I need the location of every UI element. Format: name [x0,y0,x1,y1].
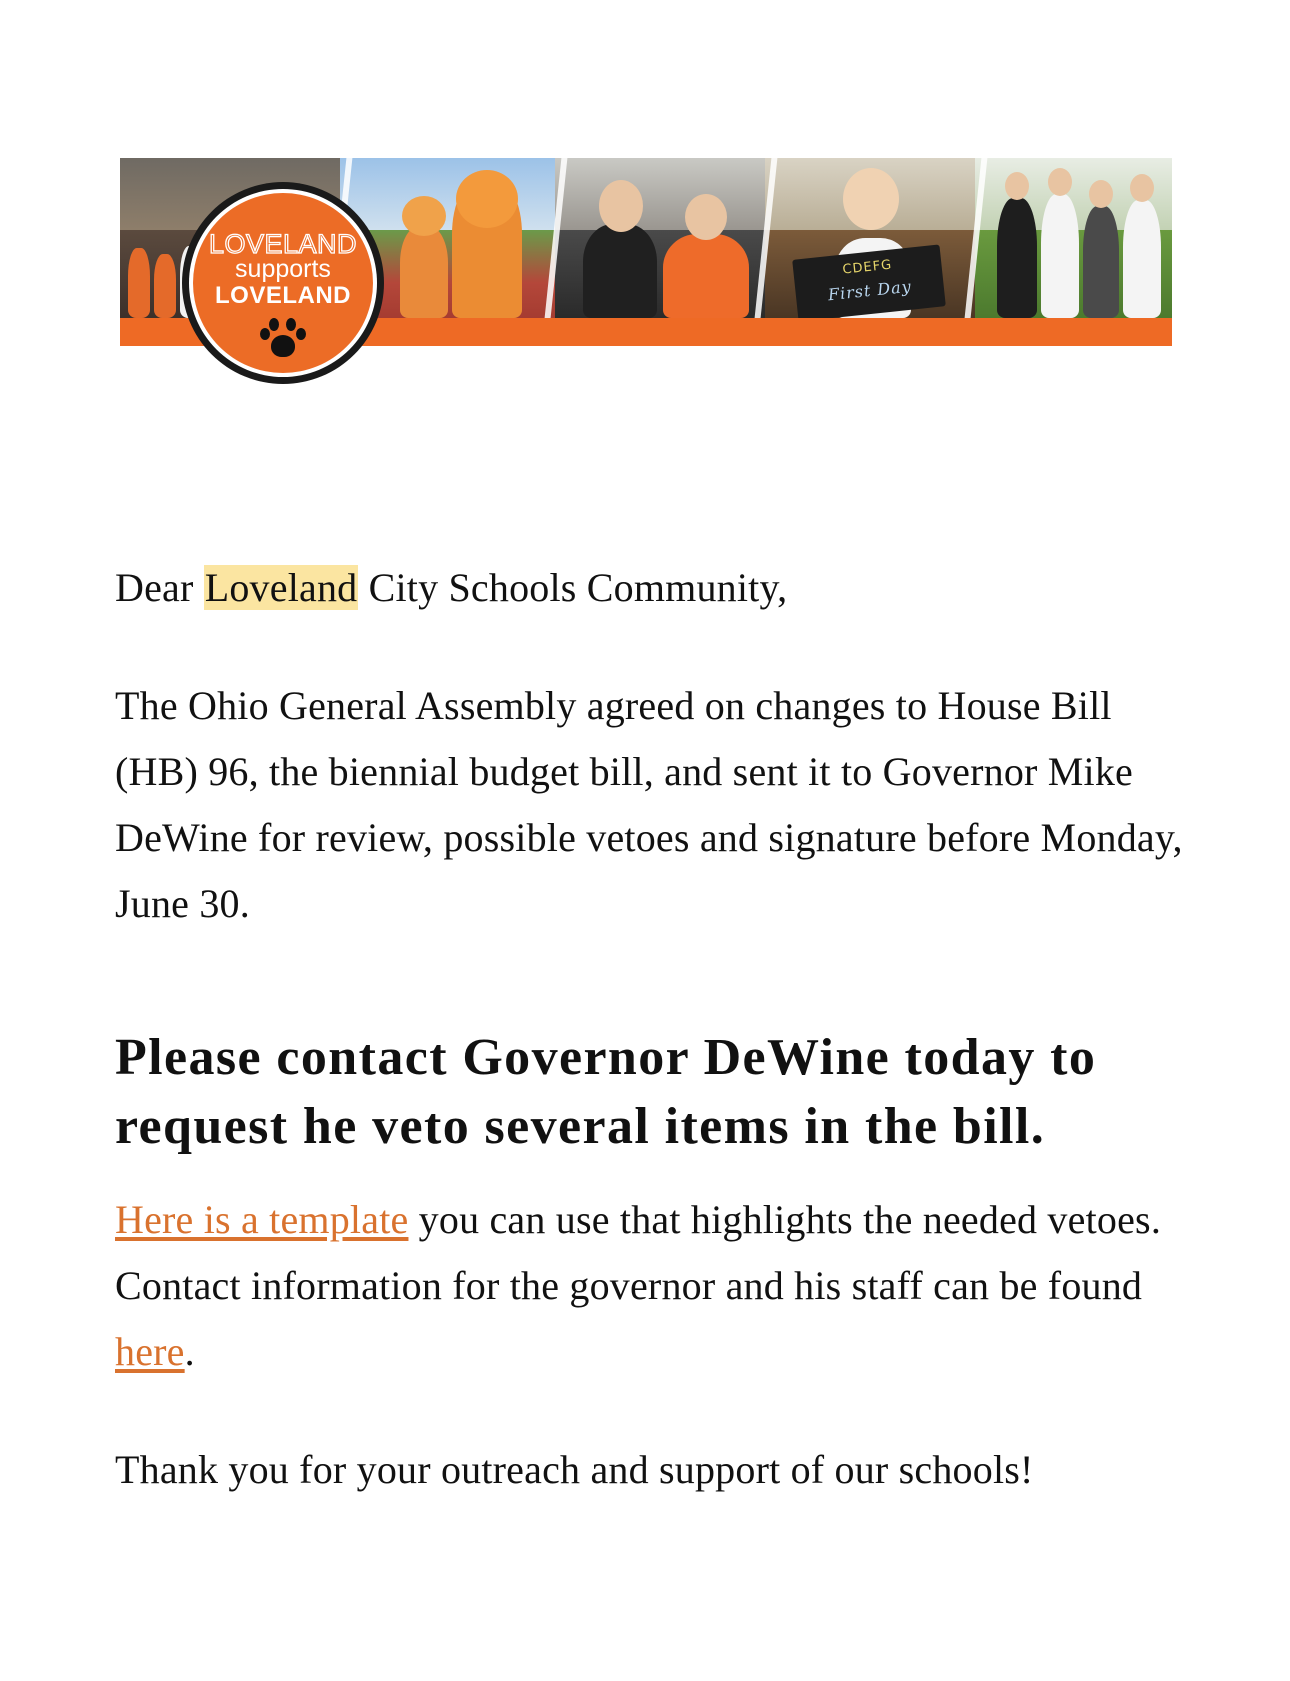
banner-photo-first-day [765,158,975,318]
banner-photo-teacher-student [555,158,765,318]
highlighted-word: Loveland [204,565,358,610]
banner-photo-family [975,158,1172,318]
logo-text-line1: LOVELAND [208,229,358,259]
logo-text-line2: supports [235,255,331,283]
action-text: you can use that highlights the needed vetoes. Contact information for the governor and his staff can be found [115,1197,1162,1308]
sign-caption: First Day [827,276,913,305]
greeting-suffix: City Schools Community, [358,565,788,610]
paw-print-icon [260,318,306,360]
action-end: . [184,1329,195,1374]
template-link[interactable]: Here is a template [115,1197,409,1242]
intro-paragraph: The Ohio General Assembly agreed on changes to House Bill (HB) 96, the biennial budget bill, and sent it to Governor Mike DeWine for review, possible vetoes and signature before Monday, June 30. [115,683,1183,926]
action-paragraph [115,1187,1195,1385]
greeting [115,555,1195,621]
contact-info-link[interactable]: here [115,1329,185,1374]
logo-text-line3: LOVELAND [215,282,351,309]
loveland-supports-loveland-logo [182,182,384,384]
header-banner [120,158,1172,348]
call-to-action-heading: Please contact Governor DeWine today to request he veto several items in the bill. [115,1029,1097,1155]
sign-letters: CDEFG [841,257,893,278]
closing-line: Thank you for your outreach and support of our schools! [115,1447,1034,1492]
greeting-prefix: Dear [115,565,204,610]
letter-body [115,555,1195,1503]
